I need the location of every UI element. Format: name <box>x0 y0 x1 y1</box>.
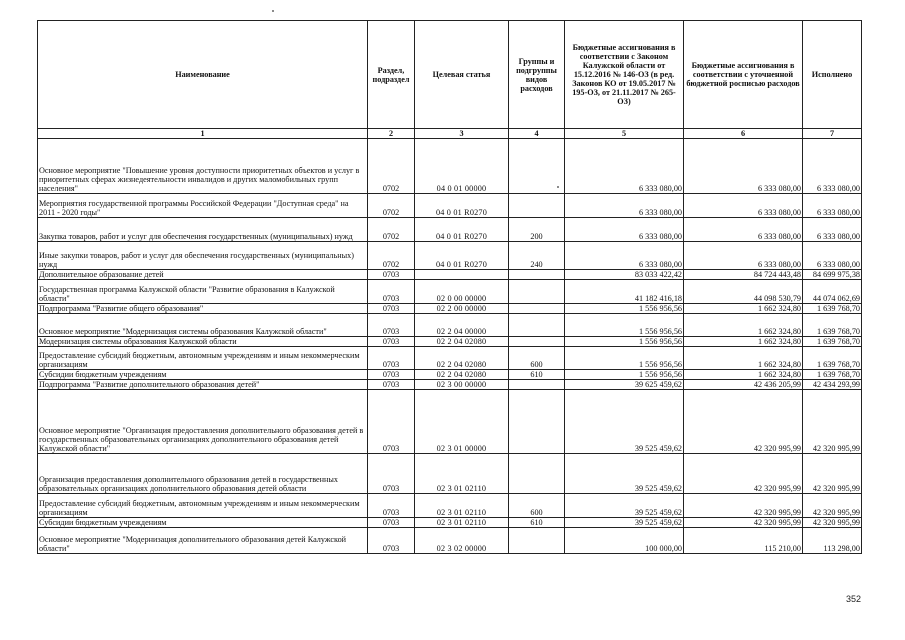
row-executed-amount: 1 639 768,70 <box>803 304 862 314</box>
row-refined-amount: 1 662 324,80 <box>684 304 803 314</box>
row-target: 02 3 01 02110 <box>415 518 509 528</box>
row-target: 04 0 01 R0270 <box>415 218 509 242</box>
row-name: Иные закупки товаров, работ и услуг для обеспечения государственных (муниципальных) нужд <box>38 242 368 270</box>
row-name: Модернизация системы образования Калужской области <box>38 337 368 347</box>
row-refined-amount: 42 320 995,99 <box>684 390 803 454</box>
row-refined-amount: 1 662 324,80 <box>684 337 803 347</box>
row-group: 600 <box>509 494 565 518</box>
column-number: 4 <box>509 129 565 139</box>
row-law-amount: 83 033 422,42 <box>565 270 684 280</box>
row-refined-amount: 1 662 324,80 <box>684 370 803 380</box>
row-law-amount: 6 333 080,00 <box>565 218 684 242</box>
row-refined-amount: 84 724 443,48 <box>684 270 803 280</box>
row-refined-amount: 6 333 080,00 <box>684 194 803 218</box>
row-section: 0703 <box>368 337 415 347</box>
table-row <box>38 528 862 554</box>
row-executed-amount: 84 699 975,38 <box>803 270 862 280</box>
row-target: 02 0 00 00000 <box>415 280 509 304</box>
row-target: 02 3 02 00000 <box>415 528 509 554</box>
row-target: 02 2 04 02080 <box>415 370 509 380</box>
table-row <box>38 280 862 304</box>
table-row <box>38 270 862 280</box>
row-section: 0703 <box>368 518 415 528</box>
row-refined-amount: 42 436 205,99 <box>684 380 803 390</box>
row-name: Подпрограмма "Развитие дополнительного образования детей" <box>38 380 368 390</box>
row-refined-amount: 6 333 080,00 <box>684 218 803 242</box>
header-section: Раздел, подраздел <box>368 21 415 129</box>
row-law-amount: 1 556 956,56 <box>565 337 684 347</box>
row-group <box>509 337 565 347</box>
page-number: 352 <box>845 594 861 604</box>
row-name: Предоставление субсидий бюджетным, автономным учреждениям и иным некоммерческим организациям <box>38 347 368 370</box>
header-groups: Группы и подгруппы видов расходов <box>509 21 565 129</box>
row-name: Основное мероприятие "Организация предоставления дополнительного образования детей в государственных образовательных организациях дополнительного образования детей Калужской области" <box>38 390 368 454</box>
column-number: 2 <box>368 129 415 139</box>
row-law-amount: 6 333 080,00 <box>565 194 684 218</box>
table-row <box>38 380 862 390</box>
row-name: Закупка товаров, работ и услуг для обеспечения государственных (муниципальных) нужд <box>38 218 368 242</box>
header-refined-allocations: Бюджетные ассигнования в соответствии с уточненной бюджетной росписью расходов <box>684 21 803 129</box>
row-executed-amount: 42 434 293,99 <box>803 380 862 390</box>
row-section: 0703 <box>368 280 415 304</box>
row-target: 02 3 01 02110 <box>415 454 509 494</box>
row-section: 0703 <box>368 314 415 337</box>
row-executed-amount: 44 074 062,69 <box>803 280 862 304</box>
row-target: 04 0 01 R0270 <box>415 242 509 270</box>
row-group: 610 <box>509 370 565 380</box>
row-executed-amount: 113 298,00 <box>803 528 862 554</box>
row-refined-amount: 42 320 995,99 <box>684 494 803 518</box>
row-target: 04 0 01 00000 <box>415 139 509 194</box>
row-name: Основное мероприятие "Модернизация дополнительного образования детей Калужской области" <box>38 528 368 554</box>
row-section: 0703 <box>368 347 415 370</box>
row-section: 0703 <box>368 380 415 390</box>
row-target: 02 3 01 00000 <box>415 390 509 454</box>
row-law-amount: 39 625 459,62 <box>565 380 684 390</box>
row-group <box>509 194 565 218</box>
table-row <box>38 218 862 242</box>
column-number: 3 <box>415 129 509 139</box>
row-target: 02 2 04 00000 <box>415 314 509 337</box>
row-executed-amount: 42 320 995,99 <box>803 390 862 454</box>
row-target: 02 3 00 00000 <box>415 380 509 390</box>
row-law-amount: 39 525 459,62 <box>565 454 684 494</box>
row-refined-amount: 44 098 530,79 <box>684 280 803 304</box>
row-executed-amount: 1 639 768,70 <box>803 314 862 337</box>
column-number: 6 <box>684 129 803 139</box>
row-law-amount: 1 556 956,56 <box>565 347 684 370</box>
row-group <box>509 270 565 280</box>
row-executed-amount: 42 320 995,99 <box>803 454 862 494</box>
row-section: 0703 <box>368 304 415 314</box>
row-executed-amount: 1 639 768,70 <box>803 337 862 347</box>
row-law-amount: 39 525 459,62 <box>565 518 684 528</box>
row-target: 02 2 04 02080 <box>415 347 509 370</box>
row-law-amount: 1 556 956,56 <box>565 314 684 337</box>
row-law-amount: 6 333 080,00 <box>565 242 684 270</box>
row-group: 200 <box>509 218 565 242</box>
row-executed-amount: 6 333 080,00 <box>803 194 862 218</box>
header-executed: Исполнено <box>803 21 862 129</box>
header-law-allocations: Бюджетные ассигнования в соответствии с Законом Калужской области от 15.12.2016 № 146-ОЗ (в ред. Законов КО от 19.05.2017 № 195-ОЗ, от 21.11.2017 № 265-ОЗ) <box>565 21 684 129</box>
row-group <box>509 454 565 494</box>
table-row <box>38 518 862 528</box>
table-row <box>38 454 862 494</box>
row-refined-amount: 42 320 995,99 <box>684 454 803 494</box>
row-law-amount: 39 525 459,62 <box>565 390 684 454</box>
row-name: Организация предоставления дополнительного образования детей в государственных образовательных организациях дополнительного образования детей области <box>38 454 368 494</box>
row-name: Государственная программа Калужской области "Развитие образования в Калужской области" <box>38 280 368 304</box>
row-group <box>509 390 565 454</box>
table-row <box>38 337 862 347</box>
row-executed-amount: 6 333 080,00 <box>803 218 862 242</box>
row-name: Подпрограмма "Развитие общего образования" <box>38 304 368 314</box>
table-row <box>38 139 862 194</box>
row-refined-amount: 6 333 080,00 <box>684 242 803 270</box>
row-group <box>509 314 565 337</box>
row-refined-amount: 6 333 080,00 <box>684 139 803 194</box>
table-row <box>38 347 862 370</box>
table-row <box>38 304 862 314</box>
row-name: Основное мероприятие "Модернизация системы образования Калужской области" <box>38 314 368 337</box>
row-group <box>509 139 565 194</box>
row-law-amount: 1 556 956,56 <box>565 370 684 380</box>
column-number: 1 <box>38 129 368 139</box>
row-section: 0703 <box>368 528 415 554</box>
table-row <box>38 314 862 337</box>
row-executed-amount: 42 320 995,99 <box>803 518 862 528</box>
table-row <box>38 390 862 454</box>
row-target: 04 0 01 R0270 <box>415 194 509 218</box>
row-section: 0702 <box>368 194 415 218</box>
row-name: Субсидии бюджетным учреждениям <box>38 518 368 528</box>
scan-speck <box>272 10 274 12</box>
row-name: Дополнительное образование детей <box>38 270 368 280</box>
row-section: 0703 <box>368 390 415 454</box>
table-row <box>38 242 862 270</box>
table-header-row <box>38 21 862 129</box>
row-law-amount: 6 333 080,00 <box>565 139 684 194</box>
row-law-amount: 39 525 459,62 <box>565 494 684 518</box>
row-section: 0702 <box>368 242 415 270</box>
row-target <box>415 270 509 280</box>
row-group: 600 <box>509 347 565 370</box>
row-executed-amount: 6 333 080,00 <box>803 242 862 270</box>
row-executed-amount: 1 639 768,70 <box>803 370 862 380</box>
row-group <box>509 380 565 390</box>
row-executed-amount: 6 333 080,00 <box>803 139 862 194</box>
row-name: Мероприятия государственной программы Российской Федерации "Доступная среда" на 2011 - 2020 годы" <box>38 194 368 218</box>
row-section: 0702 <box>368 139 415 194</box>
row-law-amount: 1 556 956,56 <box>565 304 684 314</box>
table-row <box>38 370 862 380</box>
column-number-row <box>38 129 862 139</box>
row-group: 610 <box>509 518 565 528</box>
row-section: 0703 <box>368 270 415 280</box>
header-name: Наименование <box>38 21 368 129</box>
row-section: 0702 <box>368 218 415 242</box>
row-executed-amount: 1 639 768,70 <box>803 347 862 370</box>
column-number: 7 <box>803 129 862 139</box>
row-section: 0703 <box>368 494 415 518</box>
column-number: 5 <box>565 129 684 139</box>
row-refined-amount: 1 662 324,80 <box>684 347 803 370</box>
row-refined-amount: 115 210,00 <box>684 528 803 554</box>
row-group: 240 <box>509 242 565 270</box>
row-name: Субсидии бюджетным учреждениям <box>38 370 368 380</box>
table-row <box>38 494 862 518</box>
row-group <box>509 304 565 314</box>
row-refined-amount: 42 320 995,99 <box>684 518 803 528</box>
row-law-amount: 41 182 416,18 <box>565 280 684 304</box>
row-group <box>509 280 565 304</box>
row-section: 0703 <box>368 454 415 494</box>
row-group <box>509 528 565 554</box>
row-name: Основное мероприятие "Повышение уровня доступности приоритетных объектов и услуг в приоритетных сферах жизнедеятельности инвалидов и других маломобильных групп населения" <box>38 139 368 194</box>
row-law-amount: 100 000,00 <box>565 528 684 554</box>
table-row <box>38 194 862 218</box>
row-refined-amount: 1 662 324,80 <box>684 314 803 337</box>
header-target: Целевая статья <box>415 21 509 129</box>
row-target: 02 3 01 02110 <box>415 494 509 518</box>
row-name: Предоставление субсидий бюджетным, автономным учреждениям и иным некоммерческим организациям <box>38 494 368 518</box>
row-target: 02 2 00 00000 <box>415 304 509 314</box>
row-section: 0703 <box>368 370 415 380</box>
budget-table <box>37 20 862 554</box>
row-executed-amount: 42 320 995,99 <box>803 494 862 518</box>
row-target: 02 2 04 02080 <box>415 337 509 347</box>
